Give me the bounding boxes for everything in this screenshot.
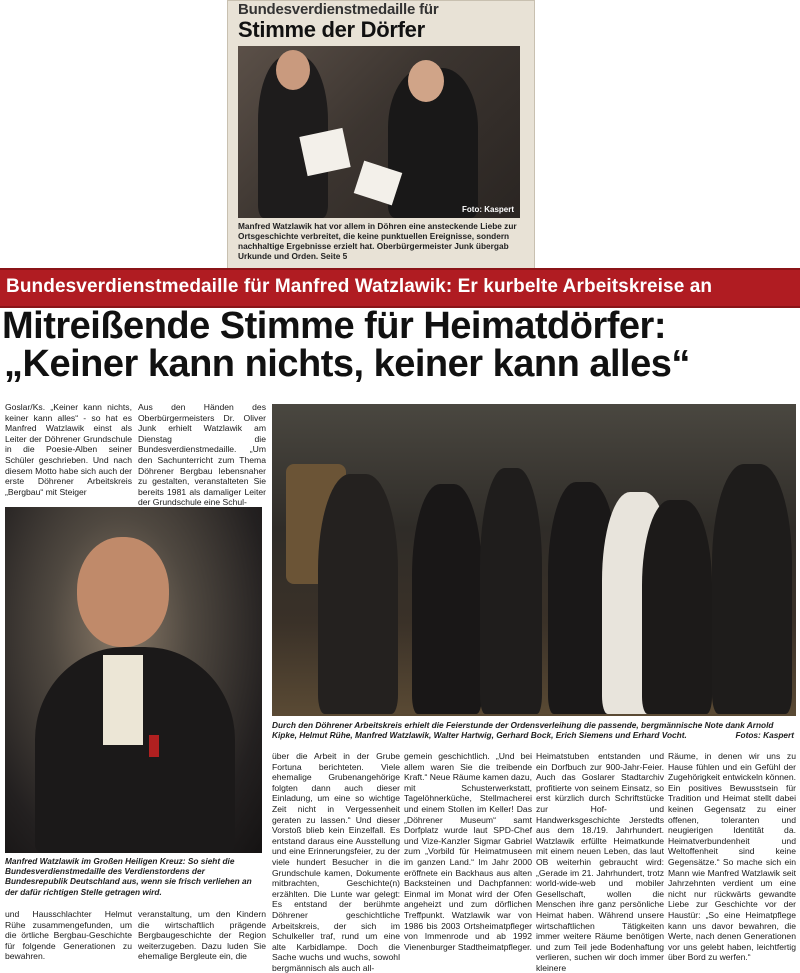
top-caption: Manfred Watzlawik hat vor allem in Döhren eine ansteckende Liebe zur Ortsgeschichte verbreitet, die keine punktuellen Ereignisse, sondern nachhaltige Ergebnisse erzielt hat. Oberbürgermeister Junk übergab Urkunde und Orden. Seite 5 [238, 221, 517, 261]
group-caption-text: Durch den Döhrener Arbeitskreis erhielt die Feierstunde der Ordensverleihung die passende, bergmännische Note dank Arnold Kipke, Helmut Rühe, Manfred Watzlawik, Walter Hartwig, Gerhard Bock, Erich Siemens und Erhard Vocht. [272, 720, 774, 741]
award-ceremony-photo [238, 46, 520, 218]
article-col2-bottom: veranstaltung, um den Kindern die wirtschaftlich prägende Bergbaugeschichte der Region weiterzugeben. Dazu luden Sie ehemalige Bergleute ein, die [138, 909, 266, 962]
article-col1-bottom: und Hausschlachter Helmut Rühe zusammengefunden, um die örtliche Bergbau-Geschichte für folgende Generationen zu bewahren. [5, 909, 132, 962]
headline-line2: „Keiner kann nichts, keiner kann alles“ [4, 343, 690, 385]
group-photo-credit: Fotos: Kaspert [735, 730, 794, 741]
banner-text: Bundesverdienstmedaille für Manfred Watzlawik: Er kurbelte Arbeitskreise an [6, 276, 713, 297]
article-col2-top: Aus den Händen des Oberbürgermeisters Dr. Oliver Junk erhielt Watzlawik am Dienstag die Bundesverdienstmedaille. „Um den Sachunterricht zum Thema Döhrener Bergbau lebensnaher zu gestalten, veranstalteten Sie bereits 1981 als damaliger Leiter der Grundschule eine Schul- [138, 402, 266, 508]
group-photo [272, 404, 796, 716]
article-col5: Heimatstuben entstanden und ein Dorfbuch zur 900-Jahr-Feier. Auch das Goslarer Stadtarchiv profitierte von seinem Einsatz, so erst kürzlich durch Schriftstücke zur Hof- und Handwerksgeschichte Jerstedts aus dem 18./19. Jahrhundert. Watzlawik erfüllte Heimatkunde mit einem neuen Leben, das laut OB weiterhin gebraucht wird: „Gerade im 21. Jahrhundert, trotz world-wide-web und mobiler Gesellschaft, wollen die Menschen ihre ganz persönliche Heimat haben. Während unsere wirtschaftlichen Tätigkeiten immer weitere Räume benötigen und zum Teil jede Bodenhaftung verlieren, suchen wir doch immer kleinere [536, 751, 664, 973]
group-photo-caption [272, 720, 794, 741]
article-col1-top: Goslar/Ks. „Keiner kann nichts, keiner kann alles“ - so hat es Manfred Watzlawik einst als Leiter der Döhrener Grundschule in die Poesie-Alben seiner Schüler geschrieben. Und nach diesem Motto habe sich auch der erste Döhrener Arbeitskreis „Bergbau“ mit Steiger [5, 402, 132, 497]
article-col6: Räume, in denen wir uns zu Hause fühlen und ein Gefühl der Zugehörigkeit entwickeln können. Ein positives Bewusstsein für Tradition und Heimat stellt dabei keinen Gegensatz zu einer offenen, toleranten und neugierigen Identität da. Heimatverbundenheit und Weltoffenheit sind keine Gegensätze.“ So mache sich ein Mann wie Manfred Watzlawik seit Jahrzehnten verdient um eine nicht nur rückwärts gewandte Liebe zur Geschichte vor der Haustür: „So eine Heimatpflege kann uns davor bewahren, die Werte, nach denen Generationen vor uns gelebt haben, leichtfertig über Bord zu werfen.“ [668, 751, 796, 963]
article-col4: gemein geschichtlich. „Und bei allem waren Sie die treibende Kraft.“ Neue Räume kamen dazu, mit Schusterwerkstatt, Tagelöhnerküche, Stellmacherei und einem Stollen im Keller! Das „Döhrener Museum“ samt Dorfplatz wurde laut SPD-Chef und Vize-Kanzler Sigmar Gabriel zum „Vorbild für Heimatmuseen im ganzen Land.“ Im Jahr 2000 eröffnete ein Backhaus aus alten Backsteinen und Dachpfannen: Einmal im Monat wird der Ofen angeheizt und zum dörflichen Treffpunkt. Watzlawik war von 1986 bis 2003 Ortsheimatpfleger von Immenrode und ab 1992 Vienenburger Stadtheimatpfleger. [404, 751, 533, 952]
top-kicker: Bundesverdienstmedaille für [238, 1, 439, 18]
top-headline: Stimme der Dörfer [238, 17, 425, 42]
portrait-caption: Manfred Watzlawik im Großen Heiligen Kreuz: So sieht die Bundesverdienstmedaille des Verdienstordens der Bundesrepublik Deutschland aus, wenn sie frisch verliehen an der dafür richtigen Stelle getragen wird. [5, 856, 252, 897]
top-clipping [227, 0, 535, 270]
headline-line1: Mitreißende Stimme für Heimatdörfer: [2, 305, 666, 347]
article-banner [0, 268, 800, 308]
article-col3: über die Arbeit in der Grube Fortuna berichteten. Viele ehemalige Grubenangehörige folgten dann auch dieser Einladung, um eine so wichtige Zeit nicht in Vergessenheit geraten zu lassen.“ Und dieser Vorstoß blieb kein Einzelfall. Es entstand daraus eine Ausstellung und eine Erinnerungsfeier, zu der viele hundert Besucher in die Grundschule kamen, Dokumente mitbrachten, Geschichte(n) erzählten. Die Lunte war gelegt: Es entstand der berühmte Döhrener geschichtliche Arbeitskreis, der sich im Schulkeller traf, rund um eine alte Karbidlampe. Doch die Sache wuchs und wuchs, sowohl bergmännisch als auch all- [272, 751, 400, 973]
top-photo-credit: Foto: Kaspert [462, 205, 514, 214]
portrait-photo [5, 507, 262, 853]
